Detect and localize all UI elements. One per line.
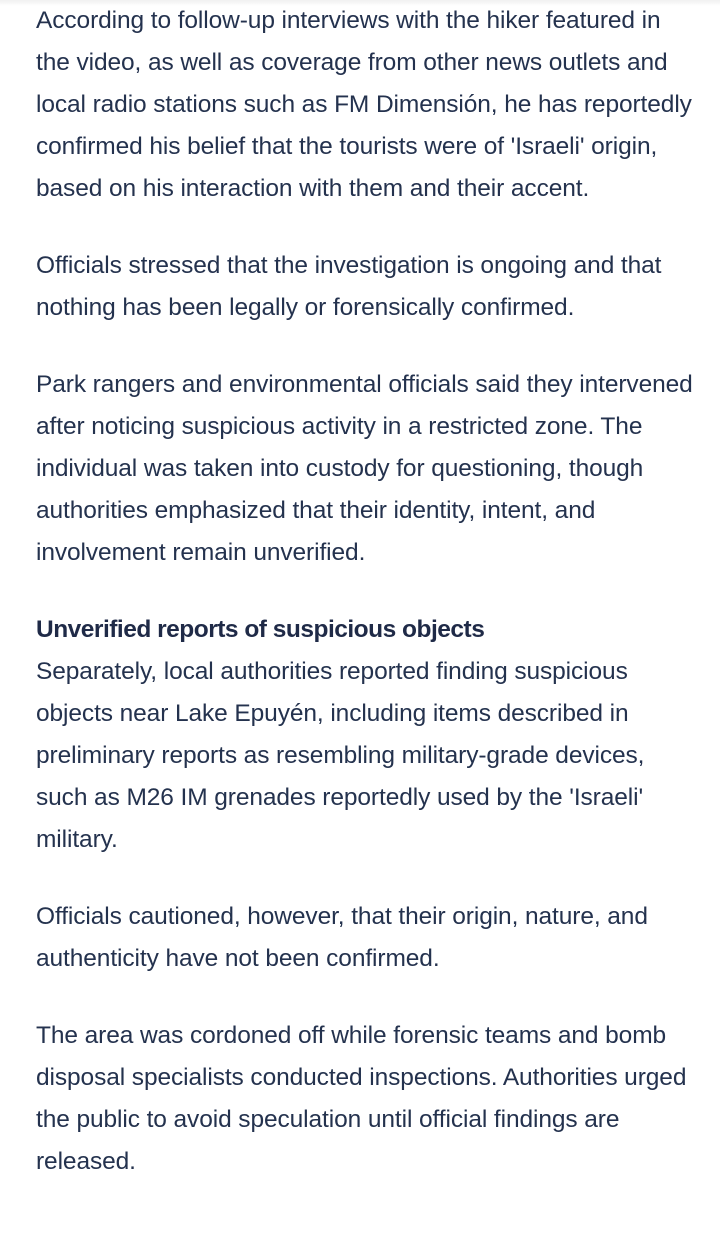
paragraph-hiker-interviews: According to follow-up interviews with the hiker featured in the video, as well as coverage from other news outlets and local radio stations such as FM Dimensión, he has reportedly confirmed his belief that the tourists were of 'Israeli' origin, based on his interaction with them and their accent. — [36, 7, 692, 202]
paragraph-area-cordoned: The area was cordoned off while forensic teams and bomb disposal specialists conducted inspections. Authorities urged the public to avoid speculation until official findings are released. — [36, 1022, 687, 1175]
paragraph-suspicious-objects: Separately, local authorities reported finding suspicious objects near Lake Epuyén, including items described in preliminary reports as resembling military-grade devices, such as M26 IM grenades reportedly used by the 'Israeli' military. — [36, 658, 645, 853]
paragraph-investigation-ongoing: Officials stressed that the investigation is ongoing and that nothing has been legally or forensically confirmed. — [36, 252, 662, 321]
paragraph-officials-cautioned: Officials cautioned, however, that their origin, nature, and authenticity have not been confirmed. — [36, 903, 648, 972]
section-subheading: Unverified reports of suspicious objects — [36, 616, 485, 643]
paragraph-park-rangers: Park rangers and environmental officials said they intervened after noticing suspicious activity in a restricted zone. The individual was taken into custody for questioning, though authorities emphasized that their identity, intent, and involvement remain unverified. — [36, 371, 693, 566]
article-body — [36, 0, 696, 1183]
